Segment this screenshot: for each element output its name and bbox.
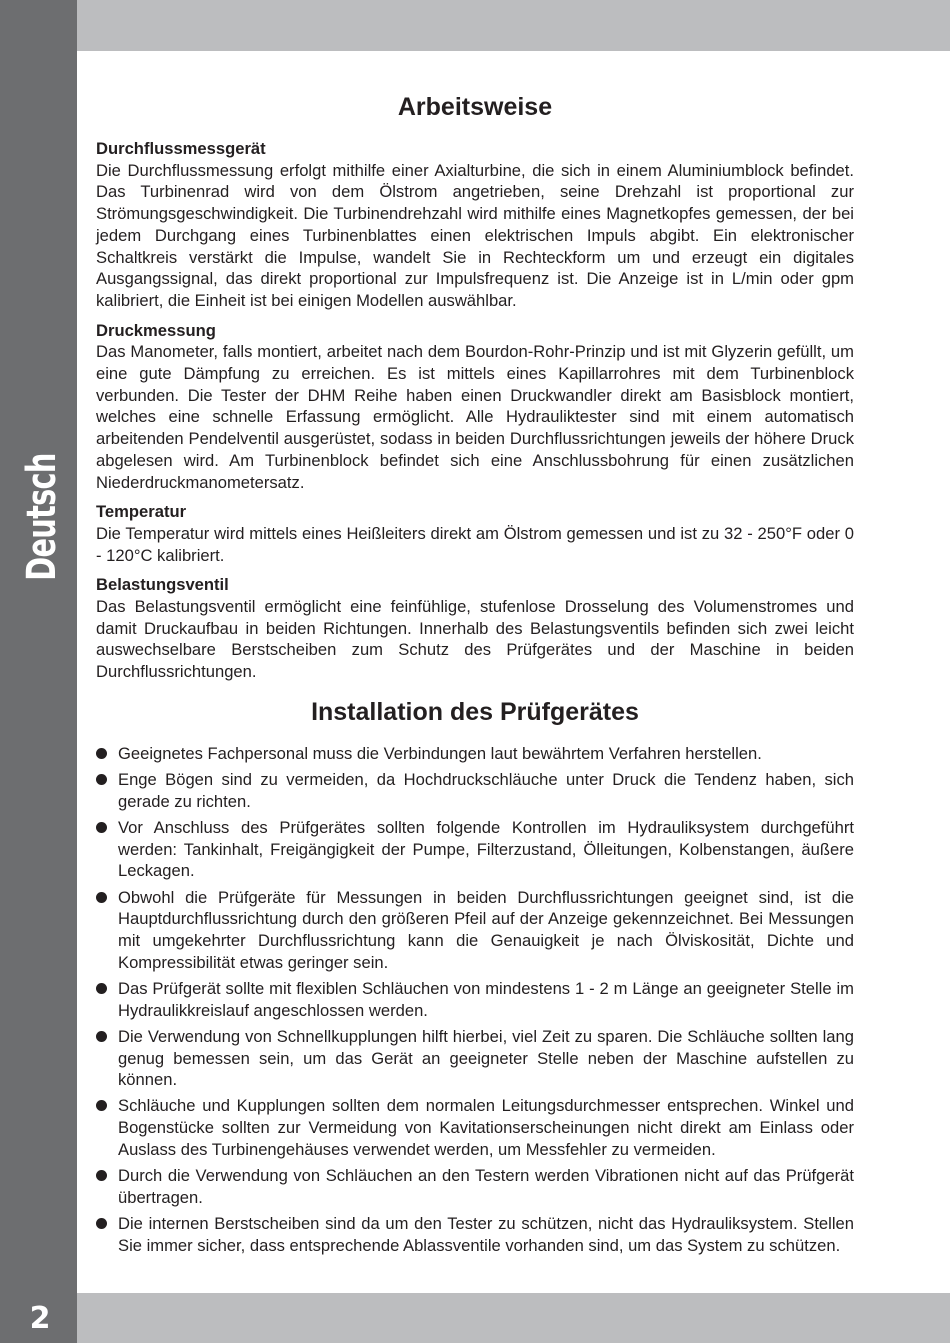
- list-item-text: Durch die Verwendung von Schläuchen an den Testern werden Vibrationen nicht auf das Prüfgerät übertragen.: [118, 1166, 854, 1207]
- section-title-arbeitsweise: Arbeitsweise: [397, 93, 553, 121]
- list-item: [96, 1165, 854, 1208]
- bottom-bar: [77, 1293, 950, 1343]
- page-number: 2: [29, 1301, 51, 1336]
- section-body: Die Temperatur wird mittels eines Heißleiters direkt am Ölstrom gemessen und ist zu 32 - 250°F oder 0 - 120°C kalibriert.: [96, 523, 854, 565]
- top-bar: [77, 0, 950, 51]
- list-item-text: Obwohl die Prüfgeräte für Messungen in beiden Durchflussrichtungen geeignet sind, ist die Hauptdurchflussrichtung durch den größeren Pfeil auf der Anzeige gekennzeichnet. Bei Messungen mit umgekehrter Durchflussrichtung kann die Genauigkeit je nach Ölviskosität, Dichte und Kompressibilität etwas geringer sein.: [118, 887, 854, 972]
- list-item-text: Das Prüfgerät sollte mit flexiblen Schläuchen von mindestens 1 - 2 m Länge an geeigneter Stelle im Hydraulikkreislauf angeschlossen werden.: [118, 978, 854, 1020]
- list-item-text: Geeignetes Fachpersonal muss die Verbindungen laut bewährtem Verfahren herstellen.: [118, 743, 762, 763]
- bullet-icon: [96, 774, 107, 785]
- language-label-text: Deutsch: [19, 453, 65, 581]
- language-sidebar: [0, 0, 77, 1343]
- section-durchflussmessgeraet: [96, 138, 854, 312]
- list-item: [96, 1026, 854, 1091]
- page-content: [96, 88, 854, 1261]
- list-item-text: Schläuche und Kupplungen sollten dem normalen Leitungsdurchmesser entsprechen. Winkel und Bogenstücke sollten zur Vermeidung von Kavitationserscheinungen nicht direkt am Einlass oder Auslass des Turbinengehäuses verwendet werden, um Messfehler zu vermeiden.: [118, 1096, 854, 1159]
- section-heading: Belastungsventil: [96, 575, 229, 595]
- list-item: [96, 978, 854, 1021]
- installation-list: [96, 743, 854, 1256]
- list-item-text: Die Verwendung von Schnellkupplungen hilft hierbei, viel Zeit zu sparen. Die Schläuche sollten lang genug bemessen sein, um das Gerät an geeigneter Stelle neben der Maschine aufstellen zu können.: [118, 1026, 854, 1090]
- list-item: [96, 769, 854, 812]
- section-title-installation: Installation des Prüfgerätes: [311, 697, 639, 726]
- section-body: Das Manometer, falls montiert, arbeitet nach dem Bourdon-Rohr-Prinzip und ist mit Glyzerin gefüllt, um eine gute Dämpfung zu erreichen. Es ist mittels eines Kapillarrohres mit dem Turbinenblock verbunden. Die Tester der DHM Reihe haben einen Druckwandler direkt am Basisblock montiert, welches eine schnelle Erfassung ermöglicht. Alle Hydrauliktester sind mit einem automatisch arbeitenden Pendelventil ausgerüstet, sodass in beiden Durchflussrichtungen jeweils der höhere Druck abgelesen wird. Am Turbinenblock befindet sich eine Anschlussbohrung für einen zusätzlichen Niederdruckmanometersatz.: [96, 342, 854, 492]
- list-item: [96, 1213, 854, 1256]
- language-label: [19, 429, 65, 606]
- bullet-icon: [96, 1031, 107, 1042]
- section-heading: Druckmessung: [96, 320, 216, 340]
- list-item: [96, 817, 854, 882]
- list-item: [96, 887, 854, 974]
- list-item: [96, 1095, 854, 1160]
- bullet-icon: [96, 1100, 107, 1111]
- section-heading: Durchflussmessgerät: [96, 139, 266, 158]
- bullet-icon: [96, 1170, 107, 1181]
- list-item-text: Vor Anschluss des Prüfgerätes sollten folgende Kontrollen im Hydrauliksystem durchgeführt werden: Tankinhalt, Freigängigkeit der Pumpe, Filterzustand, Ölleitungen, Kolbenstangen, äußere Leckagen.: [118, 817, 854, 881]
- bullet-icon: [96, 1218, 107, 1229]
- bullet-icon: [96, 983, 107, 994]
- bullet-icon: [96, 822, 107, 833]
- list-item-text: Enge Bögen sind zu vermeiden, da Hochdruckschläuche unter Druck die Tendenz haben, sich gerade zu richten.: [118, 770, 854, 811]
- section-body: Die Durchflussmessung erfolgt mithilfe einer Axialturbine, die sich in einem Aluminiumblock befindet. Das Turbinenrad wird von dem Ölstrom angetrieben, seine Drehzahl ist proportional zur Strömungsgeschwindigkeit. Die Turbinendrehzahl wird mithilfe eines Magnetkopfes gemessen, der bei jedem Durchgang eines Turbinenblattes einen elektrischen Impuls abgibt. Ein elektronischer Schaltkreis verstärkt die Impulse, wandelt Sie in Rechteckform um und erzeugt ein digitales Ausgangssignal, das direkt proportional zur Impulsfrequenz ist. Die Anzeige ist in L/min oder gpm kalibriert, die Einheit ist bei einigen Modellen auswählbar.: [96, 160, 854, 310]
- bullet-icon: [96, 748, 107, 759]
- bullet-icon: [96, 892, 107, 903]
- list-item: [96, 743, 854, 765]
- section-belastungsventil: [96, 574, 854, 683]
- section-druckmessung: [96, 320, 854, 494]
- section-body: Das Belastungsventil ermöglicht eine feinfühlige, stufenlose Drosselung des Volumenstromes und damit Druckaufbau in beiden Richtungen. Innerhalb des Belastungsventils befinden sich zwei leicht auswechselbare Berstscheiben zum Schutz des Prüfgerätes und der Maschine in beiden Durchflussrichtungen.: [96, 597, 854, 682]
- section-temperatur: [96, 501, 854, 566]
- section-heading: Temperatur: [96, 502, 187, 522]
- list-item-text: Die internen Berstscheiben sind da um den Tester zu schützen, nicht das Hydrauliksystem. Stellen Sie immer sicher, dass entsprechende Ablassventile vorhanden sind, um das System zu schützen.: [118, 1213, 854, 1255]
